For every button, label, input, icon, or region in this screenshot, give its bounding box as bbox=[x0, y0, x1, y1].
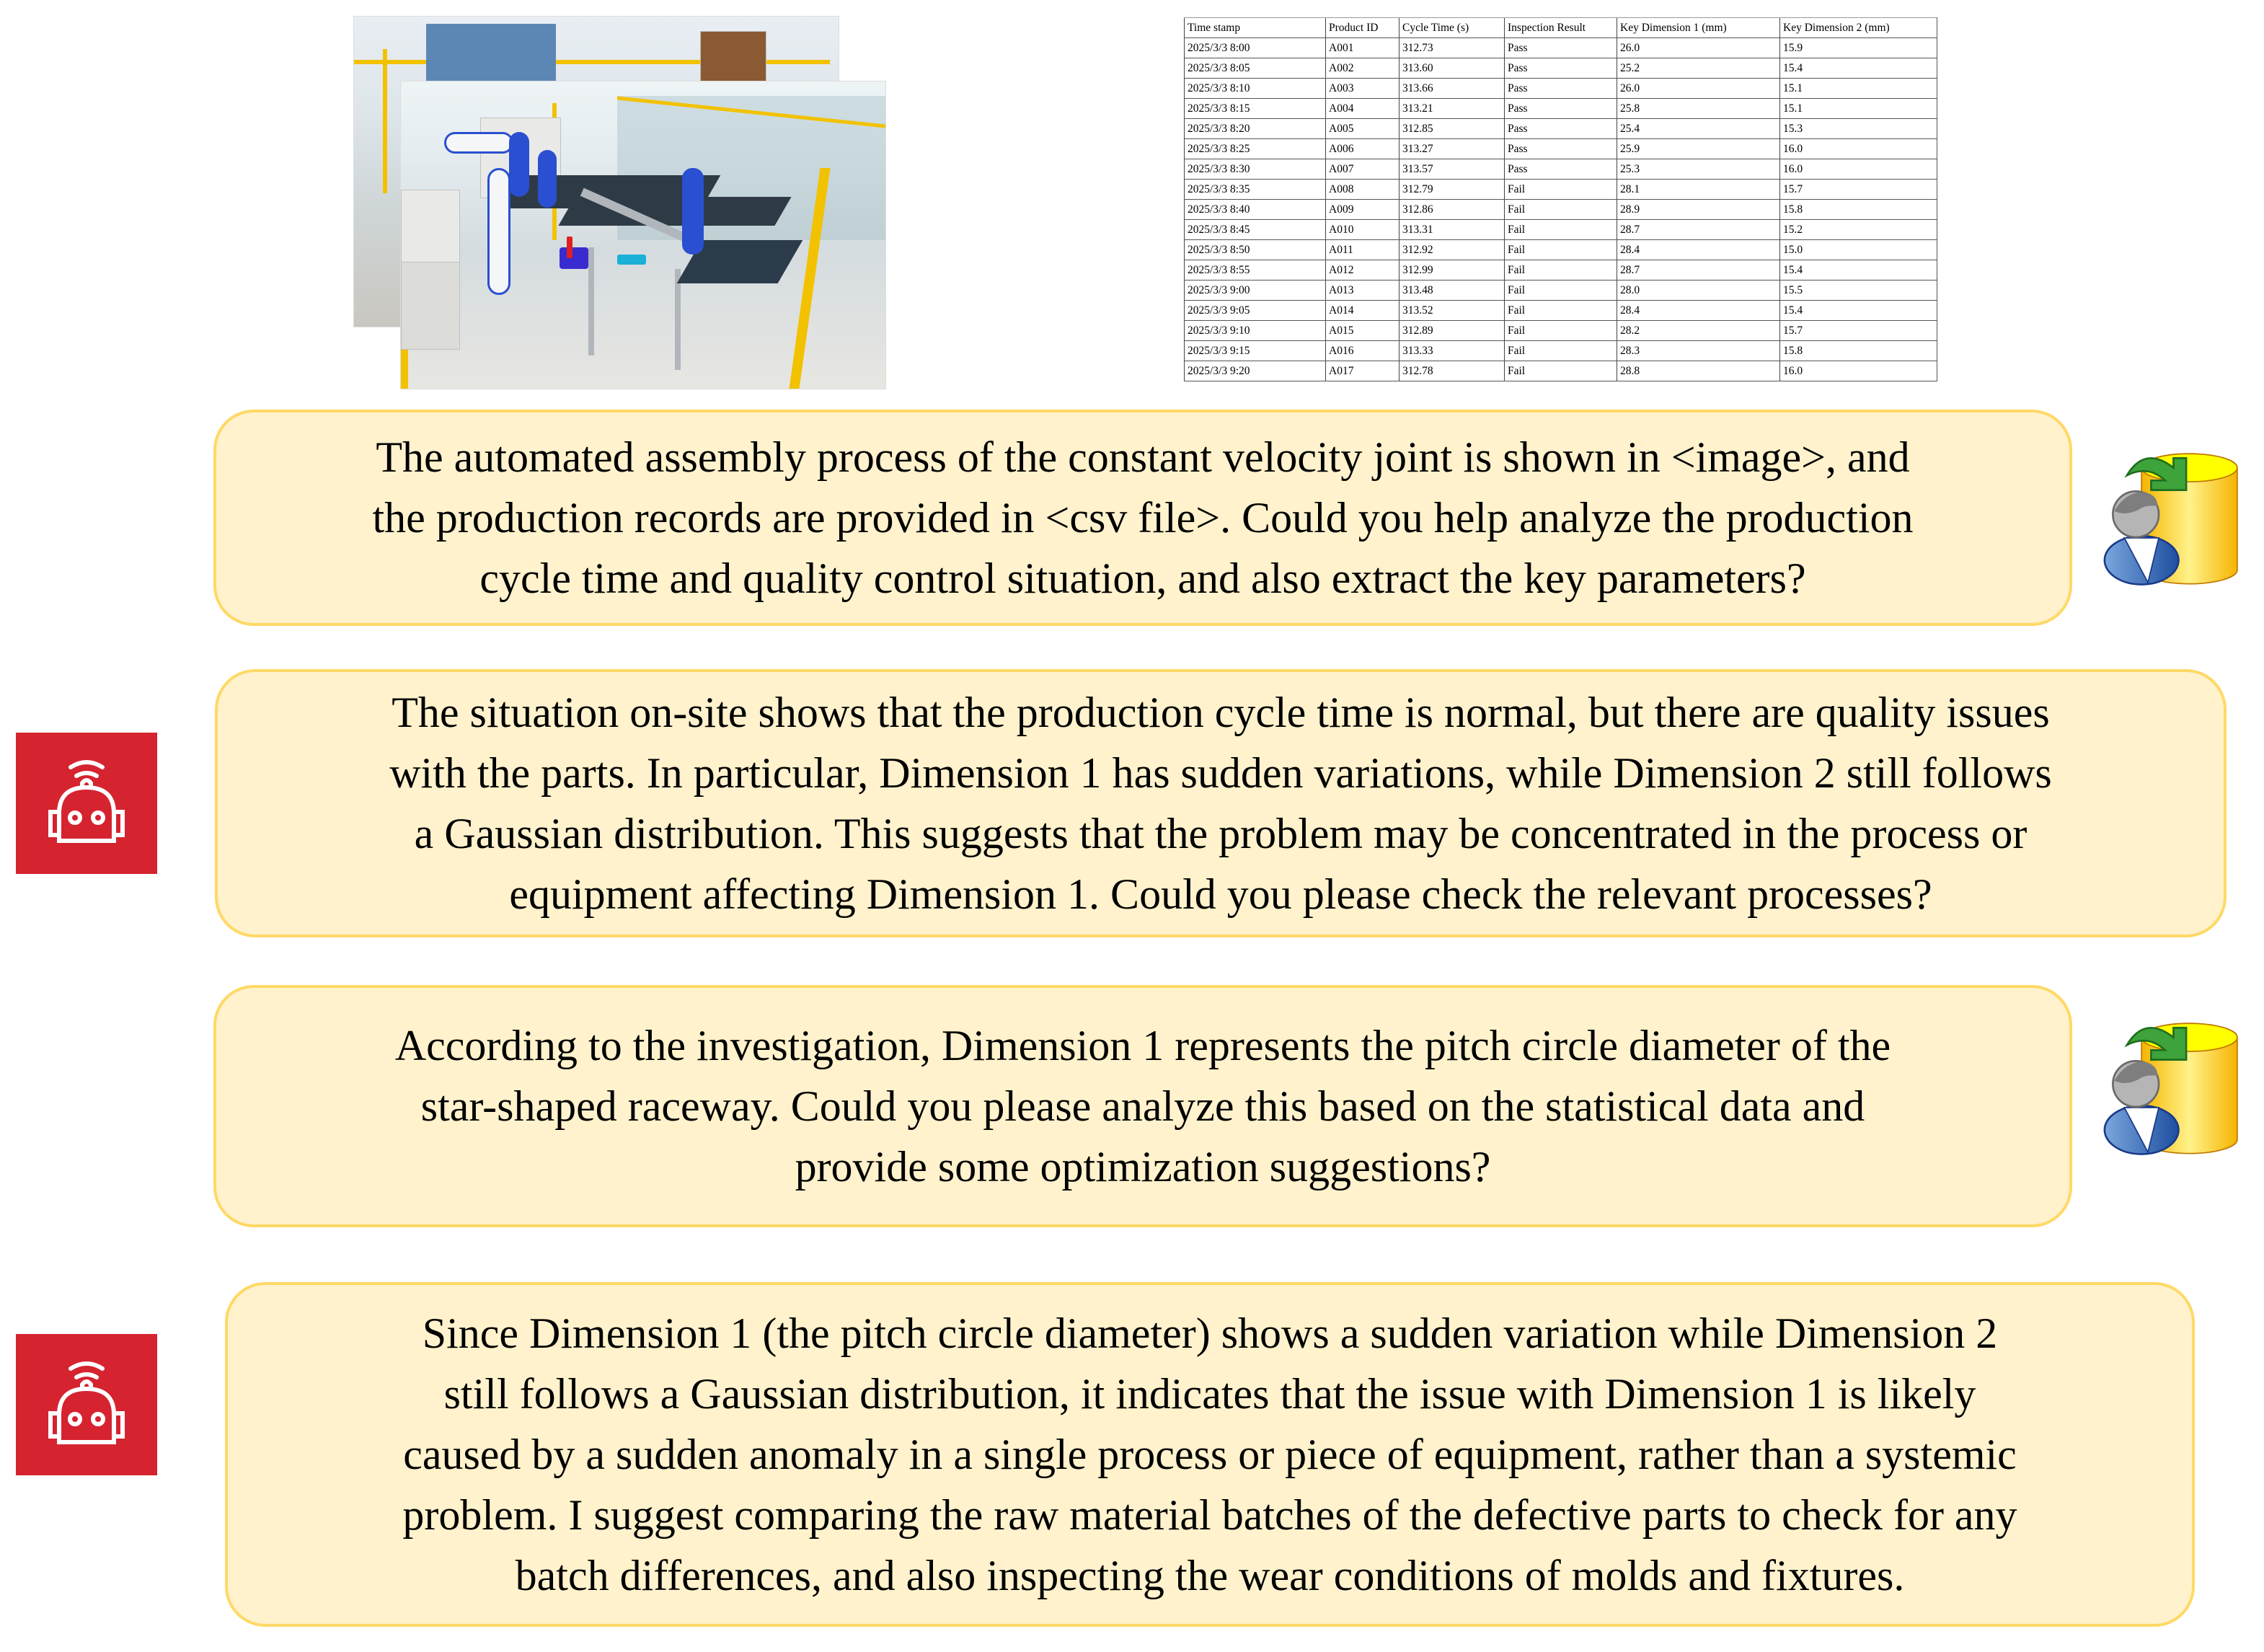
table-row bbox=[1185, 58, 1937, 79]
table-cell: Fail bbox=[1505, 341, 1617, 361]
table-cell: 16.0 bbox=[1780, 159, 1937, 180]
table-cell: 15.5 bbox=[1780, 281, 1937, 301]
table-row bbox=[1185, 200, 1937, 220]
message-line: The automated assembly process of the constant velocity joint is shown in <image>, and bbox=[376, 433, 1910, 481]
robot-icon bbox=[16, 1334, 157, 1475]
message-line: problem. I suggest comparing the raw material batches of the defective parts to check for any bbox=[402, 1491, 2017, 1539]
table-cell: 28.2 bbox=[1617, 321, 1780, 341]
table-row bbox=[1185, 281, 1937, 301]
table-row bbox=[1185, 99, 1937, 119]
table-cell: 312.79 bbox=[1399, 180, 1505, 200]
table-cell: 2025/3/3 8:45 bbox=[1185, 220, 1326, 240]
table-cell: 15.7 bbox=[1780, 321, 1937, 341]
message-line: the production records are provided in <csv file>. Could you help analyze the production bbox=[372, 494, 1914, 542]
table-cell: 2025/3/3 9:20 bbox=[1185, 361, 1326, 381]
user-database-icon bbox=[2087, 1002, 2253, 1168]
table-cell: 26.0 bbox=[1617, 79, 1780, 99]
assistant-message-bubble-1 bbox=[215, 669, 2227, 937]
table-cell: A003 bbox=[1326, 79, 1399, 99]
table-cell: Fail bbox=[1505, 180, 1617, 200]
table-cell: 25.8 bbox=[1617, 99, 1780, 119]
table-cell: 28.8 bbox=[1617, 361, 1780, 381]
table-cell: 313.27 bbox=[1399, 139, 1505, 159]
table-cell: 28.4 bbox=[1617, 240, 1780, 260]
column-header-product-id: Product ID bbox=[1326, 18, 1399, 38]
table-cell: 313.48 bbox=[1399, 281, 1505, 301]
table-row bbox=[1185, 139, 1937, 159]
table-row bbox=[1185, 159, 1937, 180]
table-cell: 2025/3/3 9:10 bbox=[1185, 321, 1326, 341]
table-cell: 15.9 bbox=[1780, 38, 1937, 58]
table-cell: 2025/3/3 8:40 bbox=[1185, 200, 1326, 220]
table-cell: A011 bbox=[1326, 240, 1399, 260]
user-message-bubble-2 bbox=[213, 985, 2072, 1227]
user-message-bubble-1 bbox=[213, 410, 2072, 626]
column-header-inspection-result: Inspection Result bbox=[1505, 18, 1617, 38]
table-cell: 2025/3/3 8:20 bbox=[1185, 119, 1326, 139]
table-cell: 312.85 bbox=[1399, 119, 1505, 139]
table-cell: Fail bbox=[1505, 281, 1617, 301]
table-cell: A006 bbox=[1326, 139, 1399, 159]
table-cell: 312.99 bbox=[1399, 260, 1505, 281]
table-row bbox=[1185, 180, 1937, 200]
table-cell: 2025/3/3 9:05 bbox=[1185, 301, 1326, 321]
table-cell: Pass bbox=[1505, 119, 1617, 139]
table-cell: A001 bbox=[1326, 38, 1399, 58]
table-header-row bbox=[1185, 18, 1937, 38]
production-records-table bbox=[1184, 17, 1937, 381]
table-cell: A014 bbox=[1326, 301, 1399, 321]
table-cell: 313.33 bbox=[1399, 341, 1505, 361]
table-cell: 2025/3/3 8:00 bbox=[1185, 38, 1326, 58]
message-line: star-shaped raceway. Could you please analyze this based on the statistical data and bbox=[420, 1082, 1865, 1130]
column-header-cycle-time: Cycle Time (s) bbox=[1399, 18, 1505, 38]
table-cell: 28.7 bbox=[1617, 220, 1780, 240]
message-line: still follows a Gaussian distribution, it indicates that the issue with Dimension 1 is likely bbox=[443, 1370, 1976, 1418]
message-line: equipment affecting Dimension 1. Could you please check the relevant processes? bbox=[509, 870, 1932, 918]
table-cell: 2025/3/3 8:15 bbox=[1185, 99, 1326, 119]
table-row bbox=[1185, 341, 1937, 361]
table-cell: 25.3 bbox=[1617, 159, 1780, 180]
table-cell: Fail bbox=[1505, 361, 1617, 381]
table-cell: Pass bbox=[1505, 159, 1617, 180]
message-line: caused by a sudden anomaly in a single process or piece of equipment, rather than a systemic bbox=[403, 1431, 2017, 1478]
table-row bbox=[1185, 321, 1937, 341]
table-cell: 15.1 bbox=[1780, 99, 1937, 119]
table-cell: A005 bbox=[1326, 119, 1399, 139]
table-cell: 313.21 bbox=[1399, 99, 1505, 119]
table-cell: Pass bbox=[1505, 38, 1617, 58]
table-cell: 16.0 bbox=[1780, 361, 1937, 381]
table-cell: Fail bbox=[1505, 200, 1617, 220]
table-cell: 312.92 bbox=[1399, 240, 1505, 260]
table-cell: 25.2 bbox=[1617, 58, 1780, 79]
table-cell: 2025/3/3 8:50 bbox=[1185, 240, 1326, 260]
table-cell: 312.89 bbox=[1399, 321, 1505, 341]
table-row bbox=[1185, 260, 1937, 281]
table-cell: A008 bbox=[1326, 180, 1399, 200]
table-cell: Fail bbox=[1505, 321, 1617, 341]
assembly-cell-photo-front bbox=[400, 81, 886, 389]
table-cell: 26.0 bbox=[1617, 38, 1780, 58]
table-cell: 16.0 bbox=[1780, 139, 1937, 159]
table-cell: Pass bbox=[1505, 58, 1617, 79]
user-message-text-2 bbox=[395, 1015, 1891, 1197]
table-cell: 15.0 bbox=[1780, 240, 1937, 260]
table-row bbox=[1185, 220, 1937, 240]
robot-icon bbox=[16, 733, 157, 874]
table-cell: Pass bbox=[1505, 79, 1617, 99]
table-row bbox=[1185, 79, 1937, 99]
message-line: cycle time and quality control situation, and also extract the key parameters? bbox=[479, 555, 1806, 602]
table-cell: 312.78 bbox=[1399, 361, 1505, 381]
table-cell: 313.60 bbox=[1399, 58, 1505, 79]
column-header-time-stamp: Time stamp bbox=[1185, 18, 1326, 38]
table-cell: 2025/3/3 8:55 bbox=[1185, 260, 1326, 281]
user-message-text-1 bbox=[372, 427, 1913, 609]
table-cell: A015 bbox=[1326, 321, 1399, 341]
table-cell: 312.86 bbox=[1399, 200, 1505, 220]
message-line: provide some optimization suggestions? bbox=[795, 1143, 1491, 1191]
table-cell: 2025/3/3 8:35 bbox=[1185, 180, 1326, 200]
table-cell: 313.52 bbox=[1399, 301, 1505, 321]
assistant-message-text-1 bbox=[389, 682, 2052, 924]
table-cell: 313.66 bbox=[1399, 79, 1505, 99]
table-cell: 2025/3/3 8:25 bbox=[1185, 139, 1326, 159]
table-cell: Pass bbox=[1505, 139, 1617, 159]
table-cell: Fail bbox=[1505, 220, 1617, 240]
table-cell: 15.4 bbox=[1780, 260, 1937, 281]
message-line: with the parts. In particular, Dimension 1 has sudden variations, while Dimension 2 still follows bbox=[389, 749, 2052, 797]
table-cell: A013 bbox=[1326, 281, 1399, 301]
message-line: The situation on-site shows that the production cycle time is normal, but there are quality issues bbox=[392, 689, 2050, 736]
table-cell: 28.7 bbox=[1617, 260, 1780, 281]
message-line: a Gaussian distribution. This suggests that the problem may be concentrated in the process or bbox=[414, 810, 2028, 857]
table-cell: 15.8 bbox=[1780, 341, 1937, 361]
table-cell: 28.3 bbox=[1617, 341, 1780, 361]
table-body bbox=[1185, 38, 1937, 381]
table-row bbox=[1185, 119, 1937, 139]
table-cell: 15.3 bbox=[1780, 119, 1937, 139]
table-cell: 2025/3/3 9:15 bbox=[1185, 341, 1326, 361]
message-line: Since Dimension 1 (the pitch circle diameter) shows a sudden variation while Dimension 2 bbox=[422, 1309, 1998, 1357]
table-cell: 15.1 bbox=[1780, 79, 1937, 99]
table-cell: 312.73 bbox=[1399, 38, 1505, 58]
table-cell: A017 bbox=[1326, 361, 1399, 381]
assembly-cell-photo bbox=[353, 16, 887, 388]
table-cell: 15.2 bbox=[1780, 220, 1937, 240]
table-cell: A009 bbox=[1326, 200, 1399, 220]
table-cell: 2025/3/3 8:05 bbox=[1185, 58, 1326, 79]
table-cell: Pass bbox=[1505, 99, 1617, 119]
table-cell: Fail bbox=[1505, 260, 1617, 281]
table-cell: Fail bbox=[1505, 301, 1617, 321]
user-database-icon bbox=[2087, 433, 2253, 598]
table-row bbox=[1185, 301, 1937, 321]
table-cell: A007 bbox=[1326, 159, 1399, 180]
table-cell: 28.1 bbox=[1617, 180, 1780, 200]
assistant-message-text-2 bbox=[402, 1303, 2017, 1606]
assistant-message-bubble-2 bbox=[225, 1282, 2195, 1627]
table-cell: 15.7 bbox=[1780, 180, 1937, 200]
message-line: According to the investigation, Dimension 1 represents the pitch circle diameter of the bbox=[394, 1022, 1891, 1069]
table-cell: 28.0 bbox=[1617, 281, 1780, 301]
column-header-key-dimension-2: Key Dimension 2 (mm) bbox=[1780, 18, 1937, 38]
message-line: batch differences, and also inspecting the wear conditions of molds and fixtures. bbox=[515, 1552, 1905, 1599]
table-cell: A016 bbox=[1326, 341, 1399, 361]
table-cell: 25.9 bbox=[1617, 139, 1780, 159]
table-row bbox=[1185, 38, 1937, 58]
table-cell: 2025/3/3 9:00 bbox=[1185, 281, 1326, 301]
table-cell: 2025/3/3 8:30 bbox=[1185, 159, 1326, 180]
column-header-key-dimension-1: Key Dimension 1 (mm) bbox=[1617, 18, 1780, 38]
table-row bbox=[1185, 361, 1937, 381]
table-cell: 313.31 bbox=[1399, 220, 1505, 240]
table-cell: 15.4 bbox=[1780, 58, 1937, 79]
table-cell: A002 bbox=[1326, 58, 1399, 79]
table-cell: Fail bbox=[1505, 240, 1617, 260]
table-cell: 2025/3/3 8:10 bbox=[1185, 79, 1326, 99]
table-cell: 28.9 bbox=[1617, 200, 1780, 220]
table-cell: 28.4 bbox=[1617, 301, 1780, 321]
table-cell: 313.57 bbox=[1399, 159, 1505, 180]
table-cell: A004 bbox=[1326, 99, 1399, 119]
table-row bbox=[1185, 240, 1937, 260]
table-cell: 15.8 bbox=[1780, 200, 1937, 220]
table-cell: 15.4 bbox=[1780, 301, 1937, 321]
table-cell: A012 bbox=[1326, 260, 1399, 281]
table-cell: 25.4 bbox=[1617, 119, 1780, 139]
table-cell: A010 bbox=[1326, 220, 1399, 240]
